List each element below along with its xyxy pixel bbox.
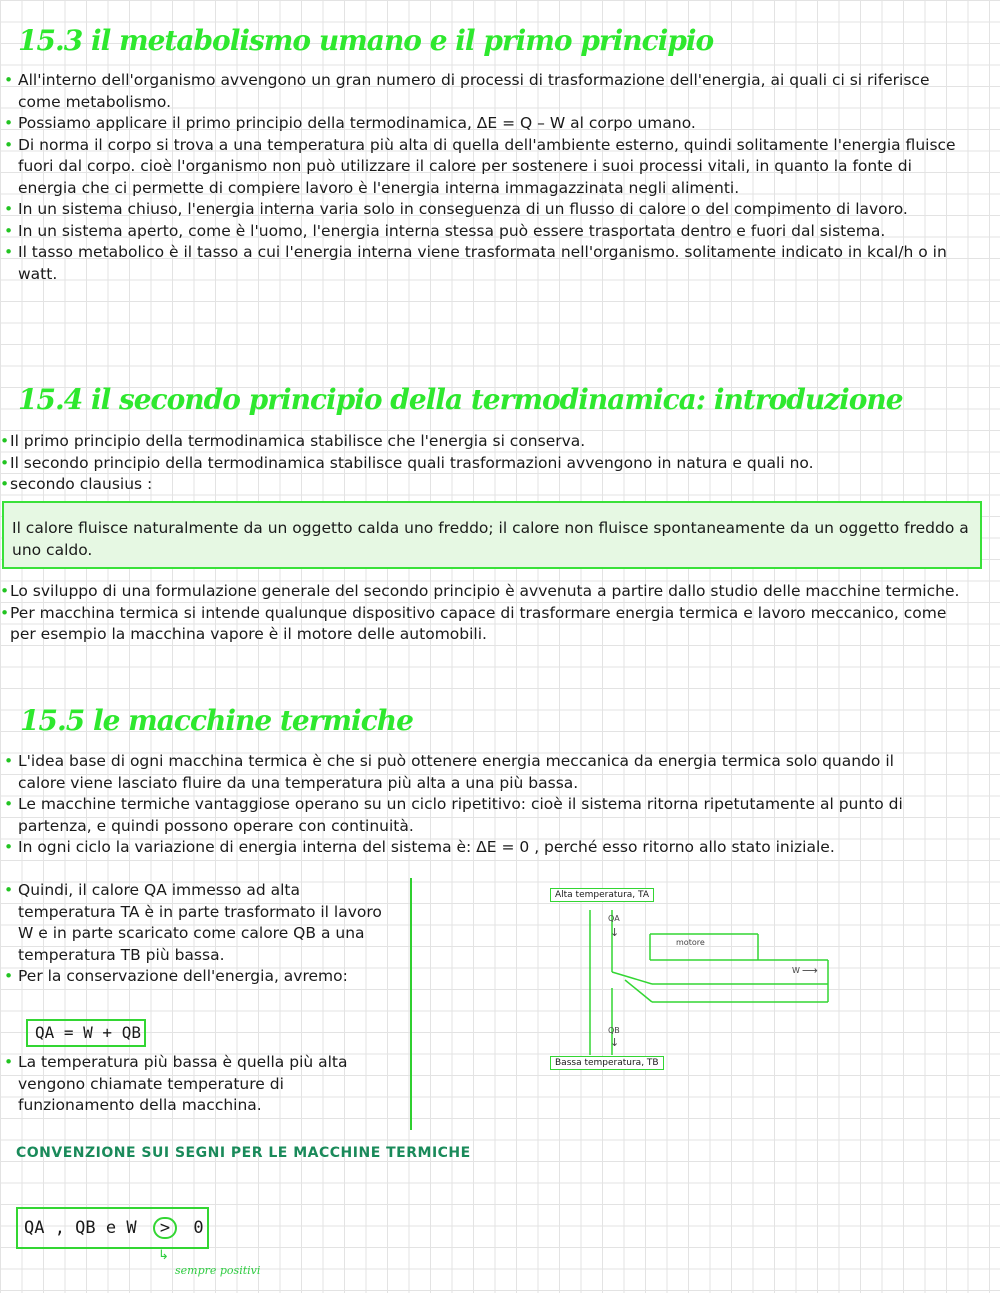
list-item: • L'idea base di ogni macchina termica è che si può ottenere energia meccanica da energia termica solo quando il calore viene lasciato fluire da una temperatura più alta a una più bassa. (4, 751, 904, 794)
section-title-15-3: 15.3 il metabolismo umano e il primo principio (18, 24, 714, 57)
heat-out-label: QB (608, 1026, 620, 1035)
list-item: • Le macchine termiche vantaggiose operano su un ciclo ripetitivo: cioè il sistema ritorna ripetutamente al punto di partenza, e quindi possono operare con continuità. (4, 794, 904, 837)
list-item: • Lo sviluppo di una formulazione generale del secondo principio è avvenuta a partire dallo studio delle macchine termiche. (0, 581, 960, 603)
list-item: • All'interno dell'organismo avvengono un gran numero di processi di trasformazione dell'energia, ai quali ci si riferisce come metabolismo. (4, 70, 964, 113)
sign-zero: 0 (193, 1218, 204, 1238)
clausius-statement-box: Il calore fluisce naturalmente da un oggetto calda uno freddo; il calore non fluisce spontaneamente da un oggetto freddo a uno caldo. (2, 501, 982, 569)
sign-convention-box (16, 1207, 209, 1249)
column-divider (410, 878, 412, 1130)
list-item: • Per la conservazione dell'energia, avremo: (4, 966, 396, 988)
list-item: • Di norma il corpo si trova a una temperatura più alta di quella dell'ambiente esterno, quindi solitamente l'energia fluisce fuori dal corpo. cioè l'organismo non può utilizzare il calore per sostenere i suoi processi vitali, in quanto la fonte di energia che ci permette di compiere lavoro è l'energia interna immagazzinata negli alimenti. (4, 135, 964, 200)
high-temperature-label: Alta temperatura, TA (550, 888, 654, 902)
greater-than-symbol: > (153, 1217, 177, 1239)
sign-quantities: QA , QB e W (24, 1218, 137, 1238)
work-arrow-icon: ⟶ (802, 964, 818, 977)
section-title-15-5: 15.5 le macchine termiche (20, 704, 413, 737)
list-item: • Per macchina termica si intende qualunque dispositivo capace di trasformare energia termica e lavoro meccanico, come per esempio la macchina vapore è il motore delle automobili. (0, 603, 960, 646)
list-item: • Quindi, il calore QA immesso ad alta temperatura TA è in parte trasformato il lavoro W e in parte scaricato come calore QB a una temperatura TB più bassa. (4, 880, 396, 966)
heat-in-label: QA (608, 914, 620, 923)
list-item: • Il secondo principio della termodinamica stabilisce quali trasformazioni avvengono in natura e quali no. (0, 453, 960, 475)
heat-engine-temperatures (4, 1052, 396, 1117)
list-item: • In ogni ciclo la variazione di energia interna del sistema è: ΔE = 0 , perché esso ritorno allo stato iniziale. (4, 837, 904, 859)
sign-convention-note: sempre positivi (175, 1264, 261, 1277)
low-temperature-label: Bassa temperatura, TB (550, 1056, 664, 1070)
section-15-5-body (4, 751, 904, 859)
list-item: • In un sistema chiuso, l'energia interna varia solo in conseguenza di un flusso di calore o del compimento di lavoro. (4, 199, 964, 221)
list-item: • Possiamo applicare il primo principio della termodinamica, ΔE = Q – W al corpo umano. (4, 113, 964, 135)
list-item: • La temperatura più bassa è quella più alta vengono chiamate temperature di funzionamento della macchina. (4, 1052, 396, 1117)
sign-convention-heading: CONVENZIONE SUI SEGNI PER LE MACCHINE TERMICHE (16, 1145, 471, 1161)
section-15-3-body (4, 70, 964, 285)
list-item: • secondo clausius : (0, 474, 960, 496)
section-title-15-4: 15.4 il secondo principio della termodinamica: introduzione (18, 383, 903, 416)
list-item: • Il primo principio della termodinamica stabilisce che l'energia si conserva. (0, 431, 960, 453)
section-15-4-body (0, 581, 960, 646)
work-label: W (792, 966, 800, 975)
heat-engine-explanation (4, 880, 396, 988)
diagram-lines (540, 880, 840, 1080)
energy-conservation-formula: QA = W + QB (26, 1019, 146, 1047)
list-item: • In un sistema aperto, come è l'uomo, l'energia interna stessa può essere trasportata dentro e fuori dal sistema. (4, 221, 964, 243)
engine-label: motore (676, 938, 705, 947)
list-item: • Il tasso metabolico è il tasso a cui l'energia interna viene trasformata nell'organismo. solitamente indicato in kcal/h o in watt. (4, 242, 964, 285)
note-arrow-icon: ↳ (158, 1248, 169, 1263)
section-15-4-intro (0, 431, 960, 496)
heat-in-arrow-icon: ↓ (610, 926, 620, 939)
heat-out-arrow-icon: ↓ (610, 1036, 620, 1049)
heat-engine-diagram (540, 880, 840, 1080)
